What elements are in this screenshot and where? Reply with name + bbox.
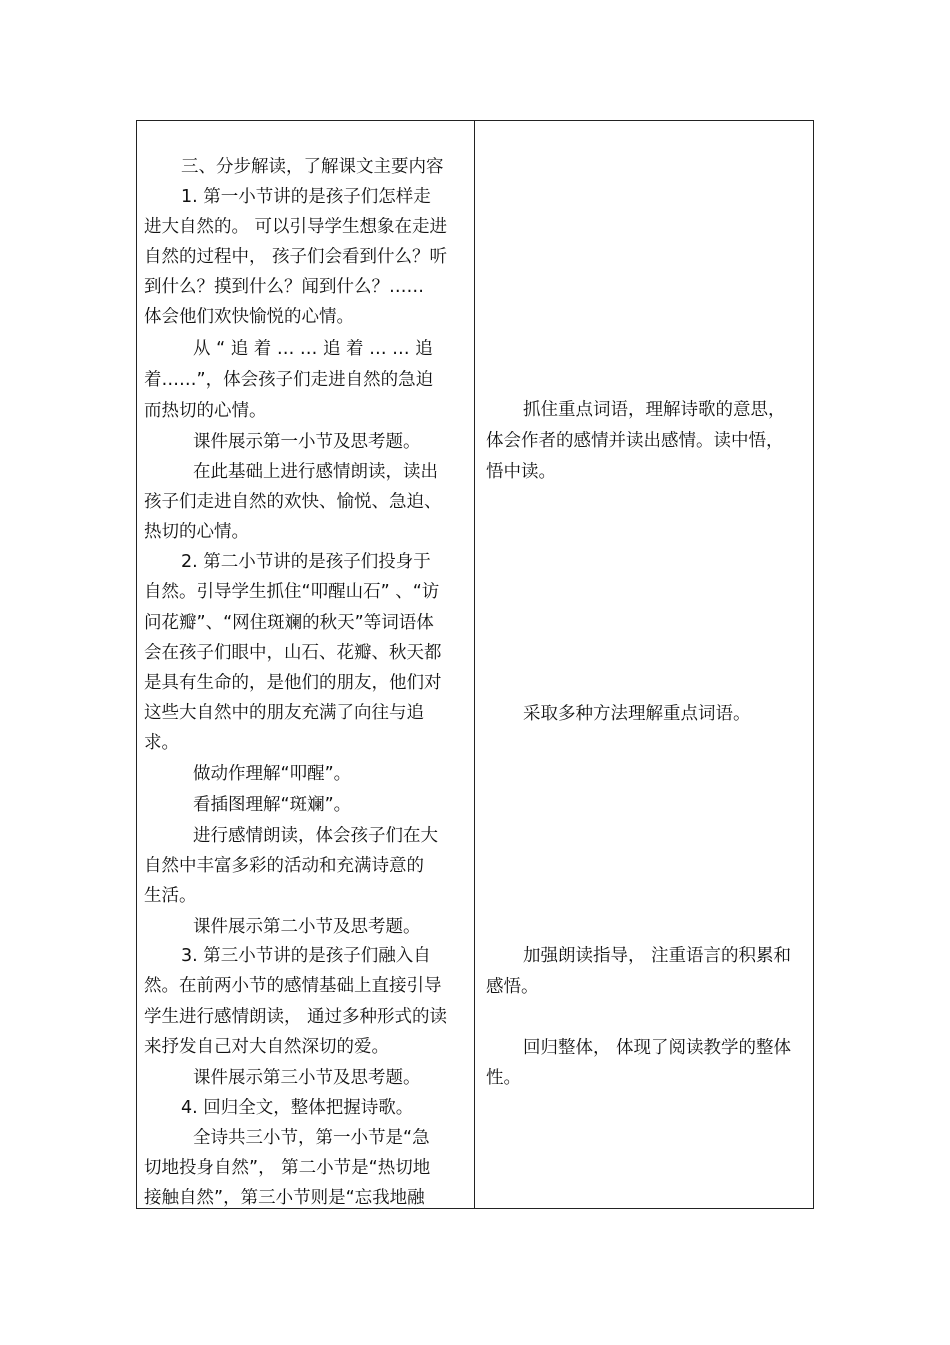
left-line: 自然中丰富多彩的活动和充满诗意的: [144, 856, 424, 876]
left-line: 问花瓣”、“网住斑斓的秋天”等词语体: [144, 613, 434, 633]
left-line: 在此基础上进行感情朗读，读出: [193, 462, 438, 482]
left-line: 自然的过程中， 孩子们会看到什么？听: [144, 247, 448, 267]
left-line: 做动作理解“叩醒”。: [193, 764, 352, 784]
left-line: 到什么？摸到什么？闻到什么？……: [144, 277, 424, 297]
left-line: 进行感情朗读，体会孩子们在大: [193, 826, 438, 846]
left-line: 求。: [144, 733, 179, 753]
left-line: 孩子们走进自然的欢快、愉悦、急迫、: [144, 492, 442, 512]
left-line: 看插图理解“斑斓”。: [193, 795, 352, 815]
right-line: 感悟。: [486, 977, 539, 997]
left-line: 全诗共三小节，第一小节是“急: [193, 1128, 430, 1148]
left-line: 三、分步解读，了解课文主要内容: [181, 157, 444, 177]
left-line: 课件展示第三小节及思考题。: [193, 1068, 421, 1088]
left-line: 热切的心情。: [144, 522, 249, 542]
left-line: 进大自然的。 可以引导学生想象在走进: [144, 217, 448, 237]
left-line: 着……”，体会孩子们走进自然的急迫: [144, 370, 434, 390]
left-line: 4. 回归全文，整体把握诗歌。: [181, 1098, 414, 1118]
left-line: 课件展示第二小节及思考题。: [193, 917, 421, 937]
left-line: 会在孩子们眼中，山石、花瓣、秋天都: [144, 643, 442, 663]
left-line: 1. 第一小节讲的是孩子们怎样走: [181, 187, 431, 207]
right-line: 性。: [486, 1068, 521, 1088]
left-line: 这些大自然中的朋友充满了向往与追: [144, 703, 424, 723]
left-line: 然。在前两小节的感情基础上直接引导: [144, 976, 442, 996]
right-line: 体会作者的感情并读出感情。读中悟，: [486, 431, 784, 451]
left-line: 接触自然”，第三小节则是“忘我地融: [144, 1188, 425, 1208]
right-line: 抓住重点词语，理解诗歌的意思，: [523, 400, 786, 420]
lesson-plan-table: [136, 120, 814, 1209]
column-divider: [474, 121, 475, 1208]
left-line: 从 “ 追 着 … … 追 着 … … 追: [193, 339, 433, 359]
left-line: 学生进行感情朗读， 通过多种形式的读: [144, 1007, 448, 1027]
left-line: 来抒发自己对大自然深切的爱。: [144, 1037, 389, 1057]
left-line: 课件展示第一小节及思考题。: [193, 432, 421, 452]
left-line: 自然。引导学生抓住“叩醒山石” 、“访: [144, 582, 440, 602]
left-line: 2. 第二小节讲的是孩子们投身于: [181, 552, 431, 572]
left-line: 体会他们欢快愉悦的心情。: [144, 307, 354, 327]
right-line: 回归整体， 体现了阅读教学的整体: [523, 1038, 792, 1058]
left-line: 是具有生命的，是他们的朋友，他们对: [144, 673, 442, 693]
left-line: 而热切的心情。: [144, 401, 267, 421]
right-line: 悟中读。: [486, 462, 556, 482]
left-line: 生活。: [144, 886, 197, 906]
left-line: 3. 第三小节讲的是孩子们融入自: [181, 946, 431, 966]
left-line: 切地投身自然”， 第二小节是“热切地: [144, 1158, 431, 1178]
right-line: 加强朗读指导， 注重语言的积累和: [523, 946, 792, 966]
right-line: 采取多种方法理解重点词语。: [523, 704, 751, 724]
